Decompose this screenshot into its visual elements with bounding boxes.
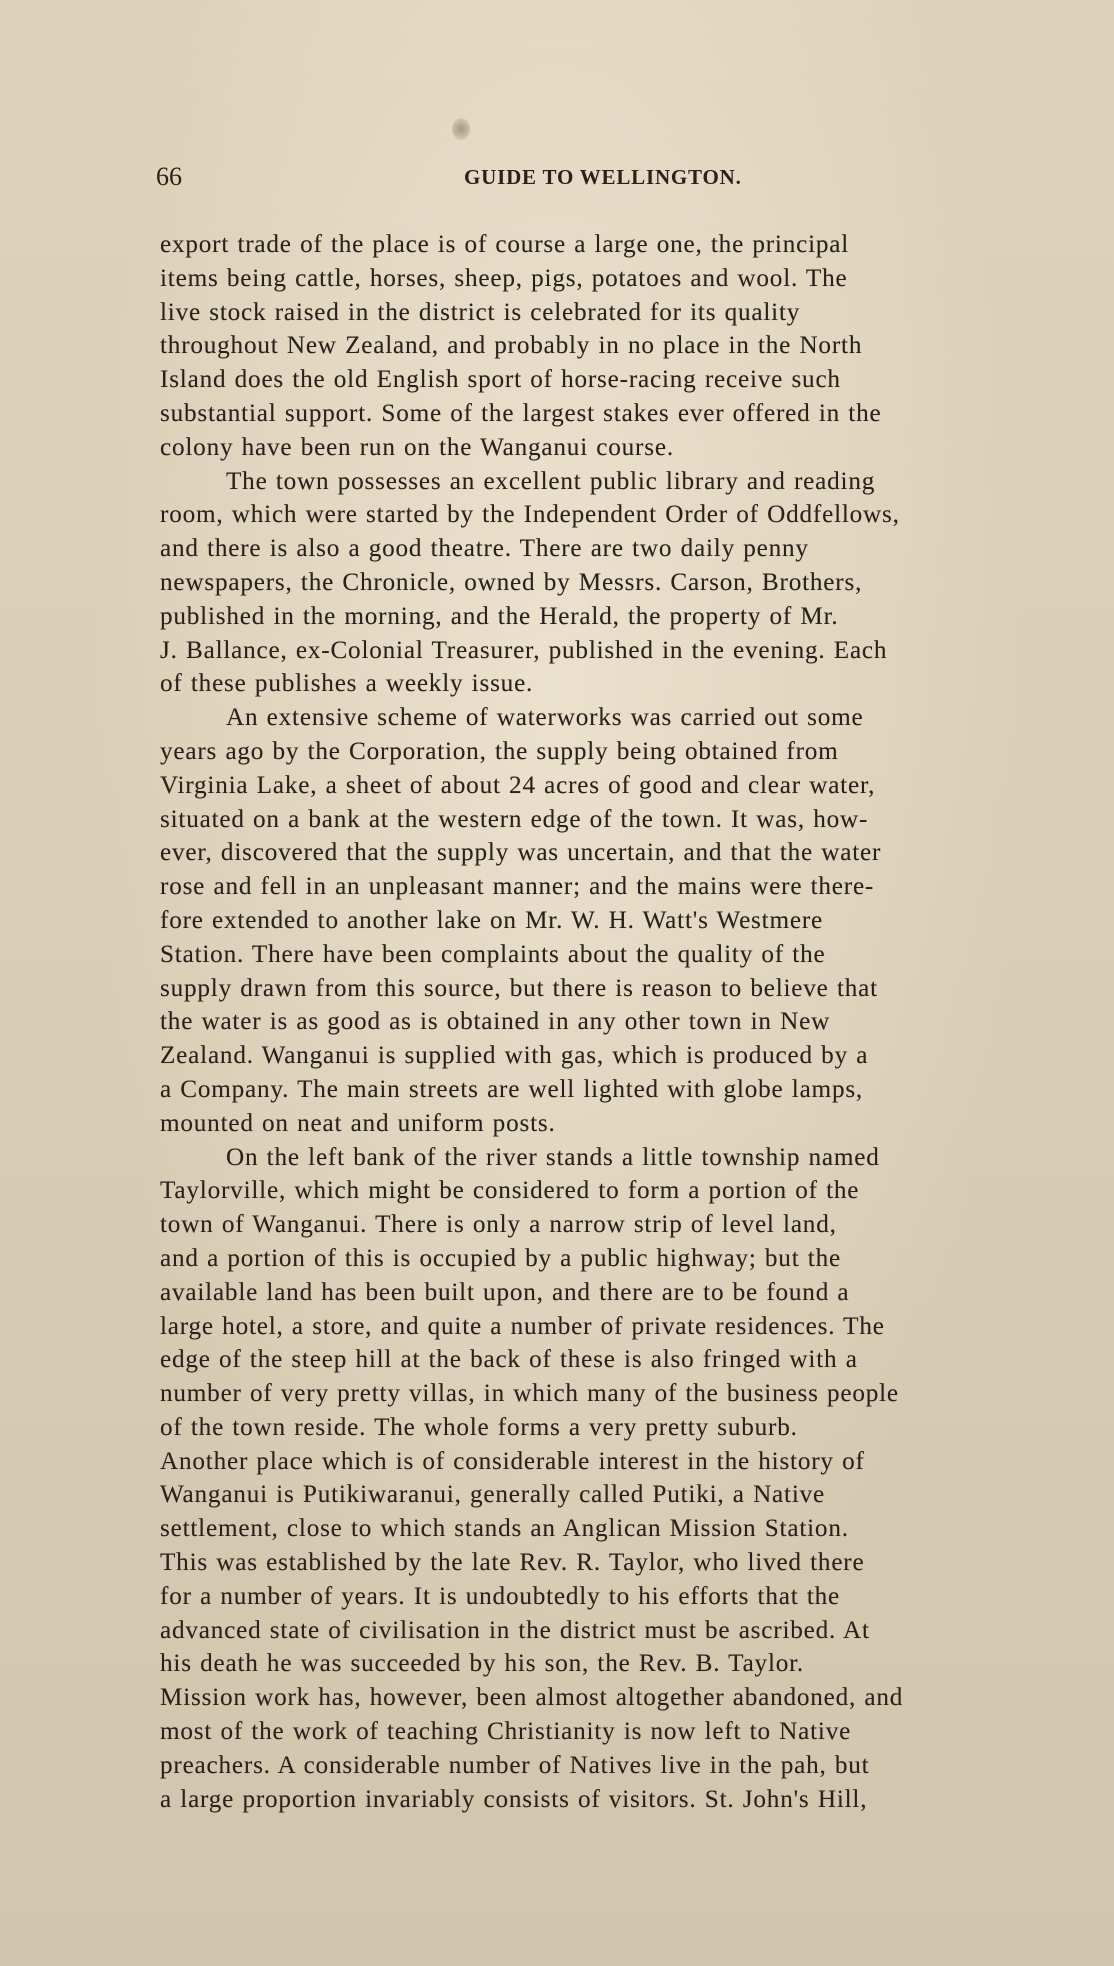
- paper-stain: [452, 118, 470, 140]
- text-line: the water is as good as is obtained in any other town in New: [160, 1008, 831, 1036]
- text-line: his death he was succeeded by his son, the Rev. B. Taylor.: [160, 1650, 805, 1678]
- text-line: number of very pretty villas, in which many of the business people: [160, 1380, 899, 1408]
- text-line: Taylorville, which might be considered to form a portion of the: [160, 1177, 860, 1205]
- text-line: An extensive scheme of waterworks was carried out some: [226, 704, 864, 732]
- text-line: Station. There have been complaints about the quality of the: [160, 940, 826, 968]
- text-line: colony have been run on the Wanganui course.: [160, 433, 674, 461]
- text-line: of these publishes a weekly issue.: [160, 670, 534, 698]
- text-line: This was established by the late Rev. R. Taylor, who lived there: [160, 1549, 865, 1577]
- text-line: live stock raised in the district is celebrated for its quality: [160, 298, 801, 326]
- text-line: preachers. A considerable number of Natives live in the pah, but: [160, 1751, 870, 1779]
- text-line: published in the morning, and the Herald, the property of Mr.: [160, 602, 839, 630]
- text-line: J. Ballance, ex-Colonial Treasurer, published in the evening. Each: [160, 636, 888, 664]
- text-line: of the town reside. The whole forms a very pretty suburb.: [160, 1413, 798, 1441]
- text-line: On the left bank of the river stands a little township named: [226, 1143, 880, 1171]
- text-line: throughout New Zealand, and probably in no place in the North: [160, 332, 863, 360]
- text-line: rose and fell in an unpleasant manner; and the mains were there-: [160, 873, 875, 901]
- text-line: a Company. The main streets are well lighted with globe lamps,: [160, 1075, 864, 1103]
- text-line: a large proportion invariably consists of visitors. St. John's Hill,: [160, 1785, 868, 1813]
- text-line: situated on a bank at the western edge of the town. It was, how-: [160, 805, 869, 833]
- text-line: Wanganui is Putikiwaranui, generally called Putiki, a Native: [160, 1481, 826, 1509]
- text-line: most of the work of teaching Christianity is now left to Native: [160, 1718, 852, 1746]
- text-line: substantial support. Some of the largest stakes ever offered in the: [160, 399, 882, 427]
- text-line: export trade of the place is of course a large one, the principal: [160, 231, 850, 258]
- text-line: items being cattle, horses, sheep, pigs, potatoes and wool. The: [160, 264, 848, 292]
- text-line: ever, discovered that the supply was uncertain, and that the water: [160, 839, 882, 867]
- text-line: large hotel, a store, and quite a number of private residences. The: [160, 1312, 885, 1340]
- page-number: 66: [156, 162, 182, 191]
- text-line: and a portion of this is occupied by a public highway; but the: [160, 1244, 841, 1272]
- text-line: Virginia Lake, a sheet of about 24 acres of good and clear water,: [160, 771, 876, 799]
- text-line: newspapers, the Chronicle, owned by Messrs. Carson, Brothers,: [160, 568, 863, 596]
- text-line: advanced state of civilisation in the district must be ascribed. At: [160, 1616, 870, 1644]
- text-line: town of Wanganui. There is only a narrow strip of level land,: [160, 1211, 837, 1239]
- page-header: [156, 160, 1004, 194]
- text-line: The town possesses an excellent public library and reading: [226, 467, 876, 495]
- text-line: edge of the steep hill at the back of these is also fringed with a: [160, 1346, 858, 1374]
- body-text: [160, 228, 1090, 1816]
- text-line: Zealand. Wanganui is supplied with gas, which is produced by a: [160, 1042, 869, 1070]
- text-line: for a number of years. It is undoubtedly to his efforts that the: [160, 1582, 840, 1610]
- text-line: mounted on neat and uniform posts.: [160, 1109, 556, 1137]
- text-line: room, which were started by the Independent Order of Oddfellows,: [160, 501, 900, 529]
- text-line: supply drawn from this source, but there is reason to believe that: [160, 974, 878, 1002]
- text-line: years ago by the Corporation, the supply being obtained from: [160, 737, 839, 765]
- text-line: fore extended to another lake on Mr. W. H. Watt's Westmere: [160, 906, 823, 934]
- text-line: settlement, close to which stands an Anglican Mission Station.: [160, 1515, 849, 1543]
- running-head: GUIDE TO WELLINGTON.: [464, 165, 742, 189]
- text-line: and there is also a good theatre. There are two daily penny: [160, 535, 809, 563]
- text-line: Island does the old English sport of horse-racing receive such: [160, 366, 841, 394]
- text-line: Another place which is of considerable interest in the history of: [160, 1447, 865, 1475]
- text-line: available land has been built upon, and there are to be found a: [160, 1278, 850, 1306]
- text-line: Mission work has, however, been almost altogether abandoned, and: [160, 1684, 904, 1712]
